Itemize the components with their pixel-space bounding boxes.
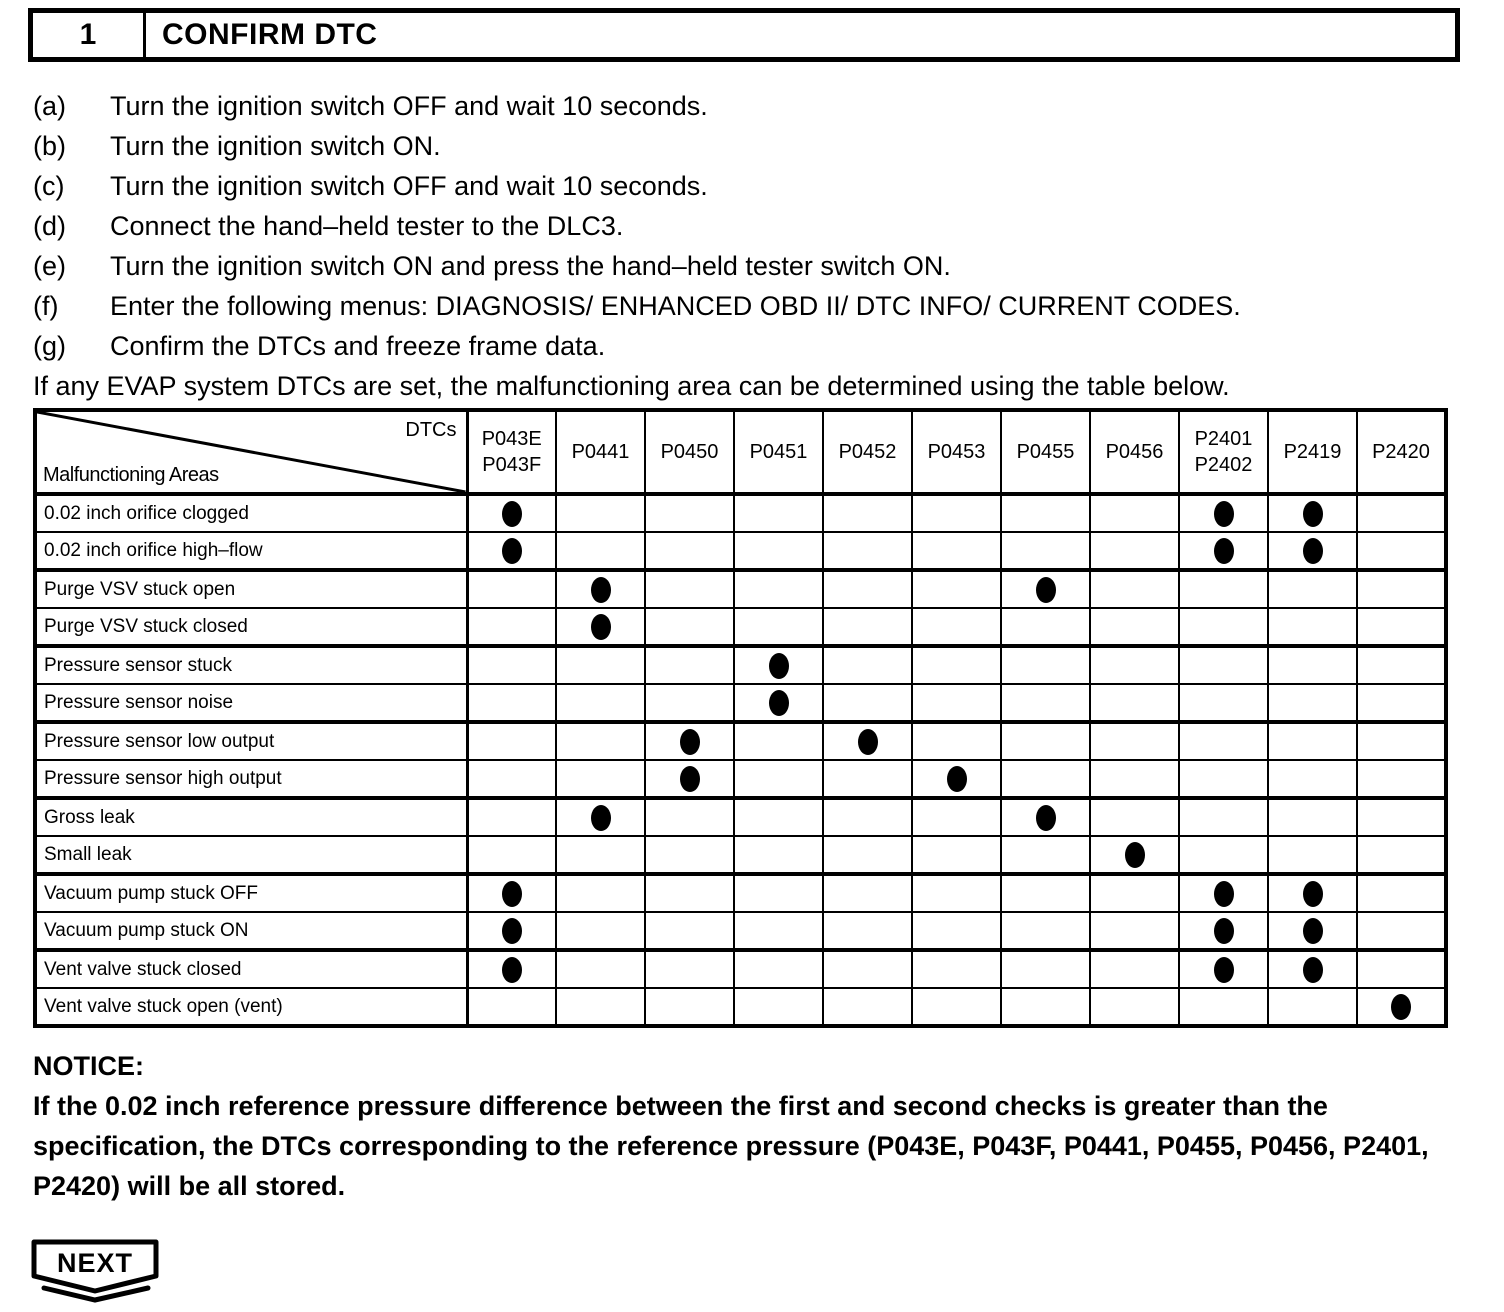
dtc-cell — [1179, 760, 1268, 798]
dtc-cell — [1090, 722, 1179, 760]
dot-marker — [1214, 538, 1234, 564]
dtc-code: P043E — [481, 428, 542, 450]
area-label: Pressure sensor noise — [35, 684, 467, 722]
intro-text: If any EVAP system DTCs are set, the malfunctioning area can be determined using the table below. — [33, 371, 1230, 401]
dtc-code: P0453 — [927, 441, 986, 463]
dtc-cell — [734, 912, 823, 950]
table-row — [35, 608, 1446, 646]
dtc-cell — [1090, 646, 1179, 684]
table-row — [35, 532, 1446, 570]
dtc-code: P2402 — [1194, 454, 1253, 476]
dot-marker — [858, 729, 878, 755]
section-title: CONFIRM DTC — [162, 18, 378, 51]
dtc-cell — [467, 646, 556, 684]
dtc-cell — [1001, 722, 1090, 760]
dtc-cell — [1001, 760, 1090, 798]
step-text: Turn the ignition switch ON. — [110, 131, 441, 161]
step-label: (a) — [33, 91, 66, 121]
step-text: Enter the following menus: DIAGNOSIS/ ENHANCED OBD II/ DTC INFO/ CURRENT CODES. — [110, 291, 1241, 321]
dtc-cell — [823, 722, 912, 760]
table-corner-cell — [35, 410, 467, 494]
dtc-cell — [645, 950, 734, 988]
dtc-cell — [1001, 836, 1090, 874]
dtc-cell — [1001, 874, 1090, 912]
dot-marker — [591, 577, 611, 603]
corner-label-areas: Malfunctioning Areas — [43, 464, 219, 486]
area-label: Purge VSV stuck open — [35, 570, 467, 608]
dtc-cell — [556, 532, 645, 570]
dtc-cell — [1001, 912, 1090, 950]
dtc-cell — [1090, 494, 1179, 532]
dtc-code: P0456 — [1105, 441, 1164, 463]
dtc-cell — [734, 798, 823, 836]
dot-marker — [1303, 918, 1323, 944]
step-item — [33, 246, 1473, 286]
next-button[interactable] — [26, 1238, 170, 1304]
dtc-cell — [645, 988, 734, 1026]
dot-marker — [502, 957, 522, 983]
dtc-cell — [912, 836, 1001, 874]
dtc-cell — [1001, 646, 1090, 684]
corner-label-dtcs: DTCs — [405, 419, 457, 441]
dtc-cell — [467, 950, 556, 988]
step-label: (e) — [33, 251, 66, 281]
table-row — [35, 912, 1446, 950]
dtc-cell — [467, 570, 556, 608]
dtc-cell — [1179, 874, 1268, 912]
dtc-cell — [1090, 874, 1179, 912]
dtc-column-header — [556, 410, 645, 494]
dtc-cell — [1090, 532, 1179, 570]
dtc-cell — [1001, 684, 1090, 722]
dtc-column-header — [645, 410, 734, 494]
dtc-cell — [1268, 722, 1357, 760]
area-label: Vacuum pump stuck ON — [35, 912, 467, 950]
dtc-cell — [1090, 836, 1179, 874]
dtc-cell — [1090, 950, 1179, 988]
dtc-cell — [467, 988, 556, 1026]
dtc-cell — [467, 760, 556, 798]
dtc-cell — [734, 836, 823, 874]
dtc-cell — [912, 684, 1001, 722]
area-label: Gross leak — [35, 798, 467, 836]
dot-marker — [769, 690, 789, 716]
table-row — [35, 798, 1446, 836]
step-text: Connect the hand–held tester to the DLC3. — [110, 211, 624, 241]
dtc-code: P0450 — [660, 441, 719, 463]
area-label: 0.02 inch orifice high–flow — [35, 532, 467, 570]
step-item — [33, 286, 1473, 326]
dtc-cell — [734, 950, 823, 988]
dtc-cell — [556, 874, 645, 912]
dtc-column-header — [734, 410, 823, 494]
dtc-cell — [556, 988, 645, 1026]
area-label: Vacuum pump stuck OFF — [35, 874, 467, 912]
dtc-cell — [1090, 760, 1179, 798]
dtc-cell — [556, 760, 645, 798]
notice-body: If the 0.02 inch reference pressure difference between the first and second checks is greater than the specification, the DTCs corresponding to the reference pressure (P043E, P043F, P0441, P0455, P0456, P2401, P2420) will be all stored. — [33, 1091, 1429, 1201]
dtc-cell — [645, 798, 734, 836]
dtc-cell — [1357, 836, 1446, 874]
dtc-cell — [823, 760, 912, 798]
dtc-cell — [1179, 532, 1268, 570]
dtc-cell — [912, 798, 1001, 836]
dtc-cell — [1268, 570, 1357, 608]
step-label: (g) — [33, 331, 66, 361]
dtc-cell — [1001, 798, 1090, 836]
dtc-cell — [556, 608, 645, 646]
dot-marker — [769, 653, 789, 679]
step-item — [33, 206, 1473, 246]
dtc-cell — [823, 570, 912, 608]
dtc-cell — [912, 494, 1001, 532]
dtc-cell — [1090, 988, 1179, 1026]
dtc-cell — [823, 874, 912, 912]
dtc-cell — [1179, 722, 1268, 760]
dtc-cell — [1268, 532, 1357, 570]
dtc-cell — [467, 608, 556, 646]
dtc-code: P0452 — [838, 441, 897, 463]
dtc-cell — [1268, 684, 1357, 722]
dtc-cell — [1357, 950, 1446, 988]
dtc-cell — [1179, 646, 1268, 684]
table-row — [35, 722, 1446, 760]
notice-block — [33, 1046, 1475, 1206]
dot-marker — [502, 538, 522, 564]
dtc-cell — [734, 494, 823, 532]
dot-marker — [591, 805, 611, 831]
dtc-cell — [556, 912, 645, 950]
dtc-cell — [1179, 988, 1268, 1026]
dot-marker — [1391, 994, 1411, 1020]
dtc-cell — [1179, 608, 1268, 646]
dtc-cell — [1179, 494, 1268, 532]
table-row — [35, 874, 1446, 912]
dtc-cell — [467, 912, 556, 950]
dot-marker — [502, 501, 522, 527]
dtc-cell — [1090, 608, 1179, 646]
step-item — [33, 166, 1473, 206]
dtc-code: P043F — [482, 454, 542, 476]
table-row — [35, 988, 1446, 1026]
area-label: Purge VSV stuck closed — [35, 608, 467, 646]
dtc-cell — [1179, 912, 1268, 950]
dtc-cell — [645, 760, 734, 798]
dtc-cell — [1001, 570, 1090, 608]
dtc-cell — [1179, 798, 1268, 836]
dtc-cell — [823, 494, 912, 532]
dot-marker — [1036, 805, 1056, 831]
step-item — [33, 86, 1473, 126]
table-row — [35, 684, 1446, 722]
dot-marker — [680, 729, 700, 755]
step-item — [33, 326, 1473, 366]
table-row — [35, 494, 1446, 532]
dtc-cell — [1001, 950, 1090, 988]
dtc-cell — [912, 988, 1001, 1026]
dtc-cell — [1090, 798, 1179, 836]
table-row — [35, 836, 1446, 874]
dtc-cell — [912, 608, 1001, 646]
dtc-cell — [467, 874, 556, 912]
dtc-cell — [1357, 722, 1446, 760]
dtc-cell — [1357, 760, 1446, 798]
dtc-column-header — [1268, 410, 1357, 494]
dtc-cell — [645, 646, 734, 684]
dtc-cell — [912, 950, 1001, 988]
dtc-cell — [645, 874, 734, 912]
step-item — [33, 126, 1473, 166]
step-label: (c) — [33, 171, 65, 201]
dtc-cell — [823, 608, 912, 646]
dot-marker — [1214, 501, 1234, 527]
step-text: Turn the ignition switch OFF and wait 10 seconds. — [110, 171, 708, 201]
dtc-code: P2420 — [1372, 441, 1430, 463]
table-row — [35, 760, 1446, 798]
area-label: Pressure sensor stuck — [35, 646, 467, 684]
dtc-column-header — [1179, 410, 1268, 494]
dtc-cell — [1268, 760, 1357, 798]
area-label: Small leak — [35, 836, 467, 874]
dtc-cell — [823, 836, 912, 874]
dtc-column-header — [467, 410, 556, 494]
dtc-cell — [1268, 988, 1357, 1026]
section-header — [28, 8, 1460, 62]
dtc-cell — [1090, 912, 1179, 950]
dtc-cell — [1001, 988, 1090, 1026]
area-label: 0.02 inch orifice clogged — [35, 494, 467, 532]
dtc-cell — [1268, 950, 1357, 988]
step-label: (d) — [33, 211, 66, 241]
area-label: Vent valve stuck open (vent) — [35, 988, 467, 1026]
dtc-cell — [823, 950, 912, 988]
dtc-column-header — [823, 410, 912, 494]
area-label: Vent valve stuck closed — [35, 950, 467, 988]
dtc-cell — [556, 494, 645, 532]
dot-marker — [502, 918, 522, 944]
dtc-cell — [467, 722, 556, 760]
dtc-cell — [645, 532, 734, 570]
table-row — [35, 950, 1446, 988]
table-row — [35, 646, 1446, 684]
dtc-cell — [823, 912, 912, 950]
dtc-cell — [1268, 874, 1357, 912]
steps-list — [33, 86, 1473, 366]
dtc-cell — [645, 722, 734, 760]
dtc-cell — [912, 722, 1001, 760]
area-label: Pressure sensor high output — [35, 760, 467, 798]
dtc-cell — [467, 798, 556, 836]
notice-heading: NOTICE: — [33, 1051, 144, 1081]
area-label: Pressure sensor low output — [35, 722, 467, 760]
dtc-cell — [645, 912, 734, 950]
dtc-cell — [1001, 532, 1090, 570]
dot-marker — [1303, 957, 1323, 983]
dtc-cell — [556, 798, 645, 836]
dtc-cell — [1357, 532, 1446, 570]
dtc-cell — [467, 494, 556, 532]
dtc-cell — [1268, 836, 1357, 874]
dtc-code: P0441 — [571, 441, 630, 463]
dot-marker — [947, 766, 967, 792]
dtc-cell — [1357, 608, 1446, 646]
dtc-column-header — [912, 410, 1001, 494]
step-text: Turn the ignition switch OFF and wait 10 seconds. — [110, 91, 708, 121]
dtc-cell — [1268, 646, 1357, 684]
dtc-cell — [1357, 494, 1446, 532]
dtc-cell — [1268, 912, 1357, 950]
dtc-column-header — [1001, 410, 1090, 494]
dtc-cell — [645, 570, 734, 608]
dtc-cell — [734, 760, 823, 798]
dtc-cell — [912, 646, 1001, 684]
dtc-cell — [1090, 570, 1179, 608]
dot-marker — [1214, 957, 1234, 983]
dtc-code: P0451 — [749, 441, 808, 463]
dtc-cell — [1357, 912, 1446, 950]
dtc-cell — [556, 684, 645, 722]
dtc-cell — [912, 570, 1001, 608]
dtc-column-header — [1357, 410, 1446, 494]
dtc-cell — [823, 532, 912, 570]
dtc-column-header — [1090, 410, 1179, 494]
dot-marker — [1214, 918, 1234, 944]
dtc-cell — [1357, 646, 1446, 684]
dtc-cell — [734, 570, 823, 608]
dtc-cell — [467, 836, 556, 874]
dtc-cell — [1268, 798, 1357, 836]
dtc-cell — [556, 836, 645, 874]
dtc-cell — [645, 836, 734, 874]
dtc-cell — [1179, 836, 1268, 874]
dtc-cell — [734, 722, 823, 760]
dtc-cell — [912, 760, 1001, 798]
dtc-cell — [1001, 608, 1090, 646]
dtc-cell — [734, 988, 823, 1026]
step-label: (b) — [33, 131, 66, 161]
next-button-label: NEXT — [56, 1248, 133, 1278]
dtc-cell — [1179, 570, 1268, 608]
dtc-cell — [1357, 874, 1446, 912]
dtc-cell — [645, 494, 734, 532]
table-row — [35, 570, 1446, 608]
dtc-cell — [823, 684, 912, 722]
dtc-cell — [1268, 494, 1357, 532]
dtc-cell — [823, 798, 912, 836]
dtc-cell — [1001, 494, 1090, 532]
dtc-cell — [1357, 988, 1446, 1026]
dtc-cell — [556, 722, 645, 760]
dtc-cell — [912, 874, 1001, 912]
dtc-cell — [823, 646, 912, 684]
dot-marker — [1303, 881, 1323, 907]
dtc-cell — [912, 912, 1001, 950]
dot-marker — [1303, 538, 1323, 564]
dot-marker — [502, 881, 522, 907]
dtc-cell — [734, 684, 823, 722]
dot-marker — [1036, 577, 1056, 603]
step-label: (f) — [33, 291, 59, 321]
dtc-cell — [556, 570, 645, 608]
dtc-table — [33, 408, 1448, 1028]
dtc-cell — [734, 874, 823, 912]
dtc-cell — [734, 532, 823, 570]
dtc-cell — [912, 532, 1001, 570]
dtc-cell — [645, 608, 734, 646]
dtc-cell — [467, 532, 556, 570]
dtc-cell — [734, 646, 823, 684]
dtc-cell — [1357, 798, 1446, 836]
dot-marker — [680, 766, 700, 792]
section-number: 1 — [33, 13, 146, 57]
dtc-cell — [556, 950, 645, 988]
dtc-cell — [645, 684, 734, 722]
dtc-cell — [734, 608, 823, 646]
dtc-cell — [823, 988, 912, 1026]
dtc-code: P2401 — [1194, 428, 1253, 450]
dtc-cell — [1179, 684, 1268, 722]
dtc-cell — [1268, 608, 1357, 646]
step-text: Confirm the DTCs and freeze frame data. — [110, 331, 606, 361]
dtc-code: P2419 — [1283, 441, 1342, 463]
dot-marker — [1303, 501, 1323, 527]
dot-marker — [1214, 881, 1234, 907]
dtc-cell — [1090, 684, 1179, 722]
step-text: Turn the ignition switch ON and press the hand–held tester switch ON. — [110, 251, 951, 281]
dtc-cell — [1179, 950, 1268, 988]
dot-marker — [1125, 842, 1145, 868]
dtc-cell — [556, 646, 645, 684]
dtc-cell — [1357, 570, 1446, 608]
dtc-cell — [467, 684, 556, 722]
dtc-code: P0455 — [1016, 441, 1075, 463]
dot-marker — [591, 614, 611, 640]
dtc-cell — [1357, 684, 1446, 722]
